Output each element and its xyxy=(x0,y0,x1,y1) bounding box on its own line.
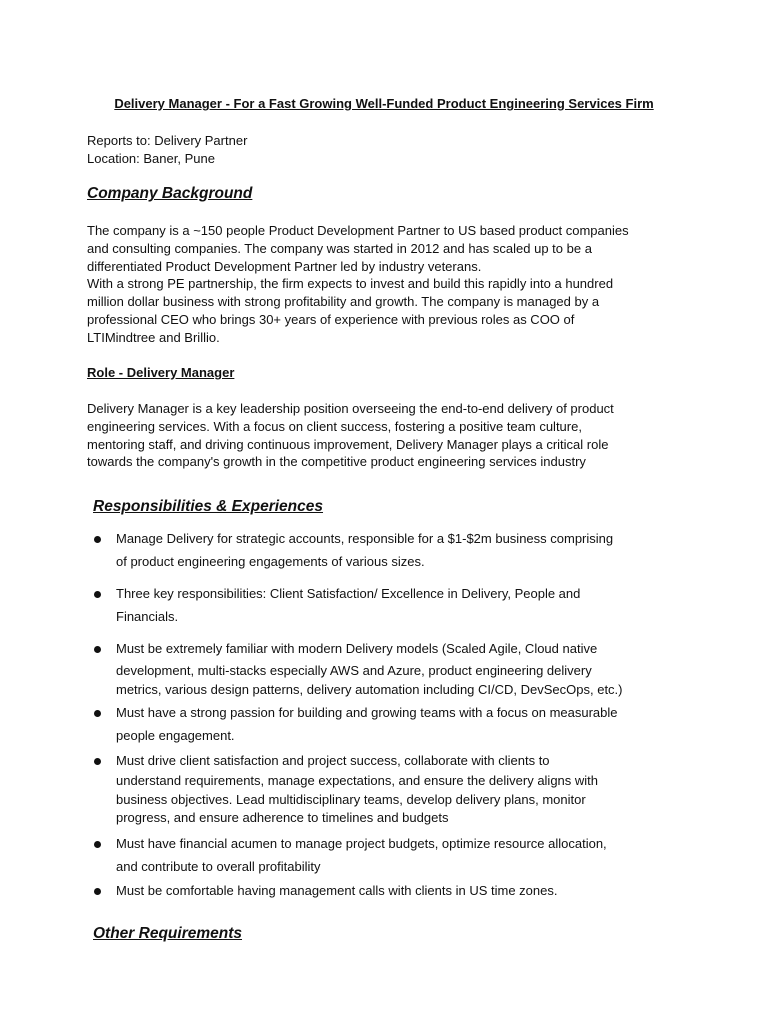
paragraph-line: towards the company's growth in the competitive product engineering services industry xyxy=(87,454,586,470)
paragraph-line: LTIMindtree and Brillio. xyxy=(87,329,220,345)
list-item-line: Financials. xyxy=(116,608,179,624)
list-item-line: Three key responsibilities: Client Satisfaction/ Excellence in Delivery, People and xyxy=(116,586,581,601)
list-item-text xyxy=(116,702,618,747)
list-item-line: people engagement. xyxy=(116,727,235,743)
list-item-line: business objectives. Lead multidisciplinary teams, develop delivery plans, monitor xyxy=(116,791,586,807)
list-item-line: Manage Delivery for strategic accounts, responsible for a $1-$2m business comprising xyxy=(116,531,614,546)
paragraph-line: mentoring staff, and driving continuous improvement, Delivery Manager plays a critical role xyxy=(87,436,609,452)
paragraph-line: and consulting companies. The company was started in 2012 and has scaled up to be a xyxy=(87,240,592,256)
list-item-line: progress, and ensure adherence to timelines and budgets xyxy=(116,810,449,825)
paragraph-line: The company is a ~150 people Product Development Partner to US based product companies xyxy=(87,223,629,238)
list-item-line: of product engineering engagements of various sizes. xyxy=(116,553,425,569)
list-item-line: Must have a strong passion for building and growing teams with a focus on measurable xyxy=(116,705,618,720)
list-item-text xyxy=(116,583,580,628)
list-item-text xyxy=(116,638,623,699)
list-item-line: development, multi-stacks especially AWS and Azure, product engineering delivery xyxy=(116,662,592,678)
company-background-heading: Company Background xyxy=(87,185,253,202)
paragraph-line: million dollar business with strong profitability and growth. The company is managed by a xyxy=(87,294,600,310)
document-title: Delivery Manager - For a Fast Growing Well-Funded Product Engineering Services Firm xyxy=(114,96,654,111)
bullet-icon xyxy=(94,758,101,765)
bullet-icon xyxy=(94,888,101,895)
list-item-line: understand requirements, manage expectations, and ensure the delivery aligns with xyxy=(116,773,599,788)
paragraph-line: differentiated Product Development Partner led by industry veterans. xyxy=(87,258,482,274)
bullet-icon xyxy=(94,591,101,598)
list-item-text xyxy=(116,880,557,903)
paragraph-line: engineering services. With a focus on client success, fostering a positive team culture, xyxy=(87,418,582,434)
list-item-text xyxy=(116,528,613,573)
bullet-icon xyxy=(94,710,101,717)
list-item-line: and contribute to overall profitability xyxy=(116,858,321,874)
reports-to: Reports to: Delivery Partner xyxy=(87,133,248,148)
bullet-icon xyxy=(94,841,101,848)
location: Location: Baner, Pune xyxy=(87,151,215,166)
role-heading: Role - Delivery Manager xyxy=(87,365,235,380)
paragraph-line: professional CEO who brings 30+ years of experience with previous roles as COO of xyxy=(87,311,575,327)
bullet-icon xyxy=(94,646,101,653)
list-item-text xyxy=(116,833,607,878)
company-background-paragraph xyxy=(87,222,687,347)
list-item-line: Must drive client satisfaction and project success, collaborate with clients to xyxy=(116,753,550,768)
bullet-icon xyxy=(94,536,101,543)
responsibilities-heading: Responsibilities & Experiences xyxy=(93,498,324,515)
paragraph-line: Delivery Manager is a key leadership position overseeing the end-to-end delivery of product xyxy=(87,401,614,416)
list-item-line: Must be comfortable having management calls with clients in US time zones. xyxy=(116,883,558,898)
list-item-line: Must be extremely familiar with modern Delivery models (Scaled Agile, Cloud native xyxy=(116,641,598,656)
other-requirements-heading: Other Requirements xyxy=(93,925,243,942)
paragraph-line: With a strong PE partnership, the firm expects to invest and build this rapidly into a hundred xyxy=(87,276,614,292)
list-item-text xyxy=(116,750,598,828)
list-item-line: metrics, various design patterns, delivery automation including CI/CD, DevSecOps, etc.) xyxy=(116,681,623,697)
list-item-line: Must have financial acumen to manage project budgets, optimize resource allocation, xyxy=(116,836,607,851)
role-paragraph xyxy=(87,400,687,471)
